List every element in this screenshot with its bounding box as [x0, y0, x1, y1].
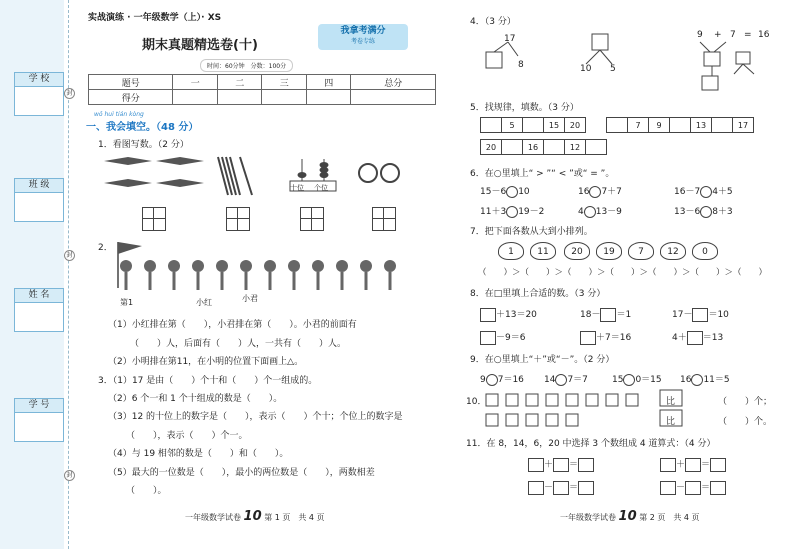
q4-number: 7 [730, 30, 736, 40]
q9-left: 9 [480, 375, 486, 385]
q1-prompt: 1．看图写数。（2 分） [98, 140, 189, 150]
q6-item [674, 204, 733, 218]
answer-box[interactable] [692, 308, 708, 322]
score-header: 三 [262, 75, 307, 90]
q4-symbol: = [744, 30, 752, 40]
q3-line: （2）6 个一和 1 个十组成的数是（ ）。 [108, 394, 283, 404]
seq-cell[interactable] [544, 140, 565, 155]
q9-item [544, 372, 588, 386]
q6-prompt: 6．在○里填上“ > ”“ < ”或“ = ”。 [470, 169, 615, 179]
q6-left: 16－7 [674, 187, 701, 197]
q4-symbol: + [714, 30, 722, 40]
q6-item [480, 204, 544, 218]
q8-text: ＝10 [708, 310, 729, 320]
q11-op: － [544, 483, 554, 493]
name-field[interactable] [14, 288, 64, 332]
number-drop: 20 [564, 242, 590, 260]
footer-number: 10 [618, 509, 637, 524]
q6-item [578, 184, 622, 198]
q4-number: 9 [697, 30, 703, 40]
q9-prompt: 9．在○里填上“＋”或“－”。（2 分） [470, 355, 615, 365]
q9-item [680, 372, 730, 386]
number-drop: 7 [628, 242, 654, 260]
q11-op: ＝ [569, 460, 579, 470]
student-id-label: 学 号 [15, 399, 63, 413]
q5-sequence-1 [480, 117, 586, 133]
q6-item [480, 184, 530, 198]
seq-cell: 9 [649, 118, 670, 133]
q3-line: （ ）。 [126, 486, 167, 496]
seq-cell[interactable] [712, 118, 733, 133]
q11-prompt: 11．在 8，14，6，20 中选择 3 个数组成 4 道算式：（4 分） [466, 439, 716, 449]
q2-line: （2）小明排在第11，在小明的位置下面画上△。 [108, 357, 304, 367]
q9-right: 0＝15 [635, 375, 662, 385]
footer-page: 第 1 页 共 4 页 [264, 513, 325, 522]
answer-box[interactable] [480, 331, 496, 345]
answer-box[interactable] [578, 458, 594, 472]
q3-line: 3．（1）17 是由（ ）个十和（ ）个一组成的。 [98, 376, 318, 386]
answer-grid[interactable] [300, 207, 324, 231]
q6-left: 16 [578, 187, 590, 197]
seq-cell[interactable] [670, 118, 691, 133]
xiaohong-label: 小红 [196, 298, 212, 307]
seq-cell: 15 [544, 118, 565, 133]
q9-item [480, 372, 524, 386]
page-title: 期末真题精选卷(十) [142, 38, 258, 53]
q3-line: （ ），表示（ ）个一。 [126, 431, 248, 441]
abacus-ones-label: 个位 [314, 184, 328, 192]
seq-cell[interactable] [502, 140, 523, 155]
answer-box[interactable] [553, 458, 569, 472]
q8-item [480, 307, 537, 322]
q5-sequence-2 [606, 117, 754, 133]
badge-banner [318, 24, 408, 50]
answer-box[interactable] [528, 458, 544, 472]
answer-grid[interactable] [142, 207, 166, 231]
q10-text: （ ）个； [718, 397, 773, 407]
q9-right: 7＝16 [497, 375, 524, 385]
binding-hole: 封 [64, 470, 75, 481]
number-drop: 19 [596, 242, 622, 260]
q6-right: 4＋5 [712, 187, 733, 197]
answer-box[interactable] [710, 458, 726, 472]
name-label: 姓 名 [15, 289, 63, 303]
operator-circle[interactable] [623, 374, 635, 386]
answer-box[interactable] [580, 331, 596, 345]
rings-icon [359, 164, 399, 182]
seq-cell[interactable] [586, 140, 607, 155]
q11-op: － [676, 483, 686, 493]
page-footer [560, 509, 700, 524]
seq-cell: 20 [481, 140, 502, 155]
q5-sequence-3 [480, 139, 607, 155]
score-cell[interactable] [217, 90, 262, 105]
q8-text: ＋7＝16 [596, 333, 632, 343]
badge-subtext: 考卷专练 [350, 38, 375, 45]
seq-cell[interactable] [523, 118, 544, 133]
q10-text: （ ）个。 [718, 417, 773, 427]
q11-op: ＝ [701, 460, 711, 470]
class-field[interactable] [14, 178, 64, 222]
seq-cell[interactable] [607, 118, 628, 133]
q5-prompt: 5．找规律，填数。（3 分） [470, 103, 579, 113]
q11-op: ＝ [701, 483, 711, 493]
answer-box[interactable] [600, 308, 616, 322]
school-field[interactable] [14, 72, 64, 116]
number-drop: 12 [660, 242, 686, 260]
q4-number: 16 [758, 30, 770, 40]
q9-left: 16 [680, 375, 692, 385]
xiaojun-label: 小君 [242, 294, 258, 303]
q6-left: 15－6 [480, 187, 507, 197]
q4-number: 10 [580, 64, 592, 74]
q6-left: 4 [578, 207, 584, 217]
q8-text: 4＋ [672, 333, 687, 343]
q8-item [580, 330, 631, 345]
q4-number: 8 [518, 60, 524, 70]
q3-line: （4）与 19 相邻的数是（ ）和（ ）。 [108, 449, 289, 459]
score-header: 一 [173, 75, 218, 90]
abacus-tens-label: 十位 [290, 184, 304, 192]
q11-op: ＋ [676, 460, 686, 470]
q10-text: 比 [666, 397, 676, 407]
seq-cell: 7 [628, 118, 649, 133]
score-cell[interactable] [351, 90, 436, 105]
q6-right: 13－9 [595, 207, 622, 217]
footer-number: 10 [243, 509, 262, 524]
footer-text: 一年级数学试卷 [185, 513, 241, 522]
answer-grid[interactable] [226, 207, 250, 231]
q8-text: 17－ [672, 310, 693, 320]
q11-op: ＋ [544, 460, 554, 470]
seq-cell: 20 [565, 118, 586, 133]
answer-grid[interactable] [372, 207, 396, 231]
number-drop: 1 [498, 242, 524, 260]
q8-text: ＝13 [702, 333, 724, 343]
q11-equation [528, 480, 594, 495]
page-footer [185, 509, 325, 524]
footer-text: 一年级数学试卷 [560, 513, 616, 522]
score-cell[interactable] [173, 90, 218, 105]
score-table [88, 74, 436, 105]
operator-circle[interactable] [691, 374, 703, 386]
q9-right: 7＝7 [567, 375, 588, 385]
q3-line: （3）12 的十位上的数字是（ ），表示（ ）个十；个位上的数字是 [108, 412, 403, 422]
q2-prompt: 2． [98, 243, 113, 253]
q1-pictures [100, 153, 420, 199]
number-drop: 11 [530, 242, 556, 260]
compare-circle[interactable] [506, 206, 518, 218]
school-label: 学 校 [15, 73, 63, 87]
score-header: 题号 [89, 75, 173, 90]
seq-cell: 17 [733, 118, 754, 133]
binding-line [68, 0, 69, 549]
q9-item [612, 372, 662, 386]
compare-circle[interactable] [506, 186, 518, 198]
answer-box[interactable] [687, 331, 703, 345]
exam-info: 时间：60分钟 分数：100分 [200, 59, 293, 72]
badge-text: 我拿考满分 [340, 26, 386, 36]
operator-circle[interactable] [555, 374, 567, 386]
q7-order-line: （ ）＞（ ）＞（ ）＞（ ）＞（ ）＞（ ）＞（ ） [478, 268, 768, 278]
compare-circle[interactable] [700, 206, 712, 218]
q8-prompt: 8．在□里填上合适的数。（3 分） [470, 289, 606, 299]
q2-line: （1）小红排在第（ ），小君排在第（ ）。小君的前面有 [108, 320, 357, 330]
binding-hole: 封 [64, 250, 75, 261]
q8-text: ＝1 [616, 310, 632, 320]
answer-box[interactable] [553, 481, 569, 495]
q6-left: 13－6 [674, 207, 701, 217]
q6-right: 8＋3 [712, 207, 733, 217]
first-label: 第1 [120, 298, 134, 307]
section-pinyin: wǒ huì tián kòng [94, 111, 144, 118]
score-header: 四 [306, 75, 351, 90]
q4-prompt: 4．（3 分） [470, 17, 516, 27]
compare-circle[interactable] [700, 186, 712, 198]
score-header: 总分 [351, 75, 436, 90]
answer-box[interactable] [578, 481, 594, 495]
binding-hole: 封 [64, 88, 75, 99]
q3-line: （5）最大的一位数是（ ），最小的两位数是（ ），两数相差 [108, 468, 375, 478]
q8-text: ＋13＝20 [496, 310, 537, 320]
answer-box[interactable] [660, 481, 676, 495]
q8-text: 18－ [580, 310, 601, 320]
q8-item [672, 330, 723, 345]
q6-right: 10 [518, 187, 530, 197]
q6-left: 11＋3 [480, 207, 507, 217]
answer-box[interactable] [710, 481, 726, 495]
q6-right: 7＋7 [601, 187, 622, 197]
q4-number: 17 [504, 34, 516, 44]
seq-cell: 5 [502, 118, 523, 133]
section-title: 一、我会填空。（48 分） [86, 122, 199, 133]
operator-circle[interactable] [486, 374, 498, 386]
answer-box[interactable] [685, 458, 701, 472]
score-row-label: 得分 [89, 90, 173, 105]
q9-left: 14 [544, 375, 556, 385]
q10-prompt: 10． [466, 397, 487, 407]
answer-box[interactable] [685, 481, 701, 495]
q6-right: 19－2 [518, 207, 545, 217]
compare-circle[interactable] [584, 206, 596, 218]
score-header: 二 [217, 75, 262, 90]
student-id-field[interactable] [14, 398, 64, 442]
q10-text: 比 [666, 417, 676, 427]
answer-box[interactable] [480, 308, 496, 322]
q8-item [580, 307, 631, 322]
children-line-figure [112, 238, 412, 298]
seq-cell: 16 [523, 140, 544, 155]
q8-item [672, 307, 729, 322]
q6-item [674, 184, 733, 198]
q9-left: 15 [612, 375, 624, 385]
q7-prompt: 7．把下面各数从大到小排列。 [470, 227, 593, 237]
q2-line: （ ）人，后面有（ ）人，一共有（ ）人。 [130, 339, 347, 349]
compare-circle[interactable] [589, 186, 601, 198]
q9-right: 11＝5 [703, 375, 730, 385]
number-drop: 0 [692, 242, 718, 260]
q11-equation [660, 457, 726, 472]
q11-equation [528, 457, 594, 472]
class-label: 班 级 [15, 179, 63, 193]
seq-cell[interactable] [481, 118, 502, 133]
seq-cell: 13 [691, 118, 712, 133]
q6-item [578, 204, 622, 218]
q8-item [480, 330, 525, 345]
q4-number: 5 [610, 64, 616, 74]
q8-text: －9＝6 [496, 333, 526, 343]
series-header: 实战演练 · 一年级数学（上）· XS [88, 13, 222, 23]
answer-box[interactable] [660, 458, 676, 472]
sticks-icon [218, 157, 252, 195]
answer-box[interactable] [528, 481, 544, 495]
footer-page: 第 2 页 共 4 页 [639, 513, 700, 522]
q11-equation [660, 480, 726, 495]
q11-op: ＝ [569, 483, 579, 493]
caps-icon [104, 157, 204, 187]
seq-cell: 12 [565, 140, 586, 155]
score-cell[interactable] [306, 90, 351, 105]
score-cell[interactable] [262, 90, 307, 105]
